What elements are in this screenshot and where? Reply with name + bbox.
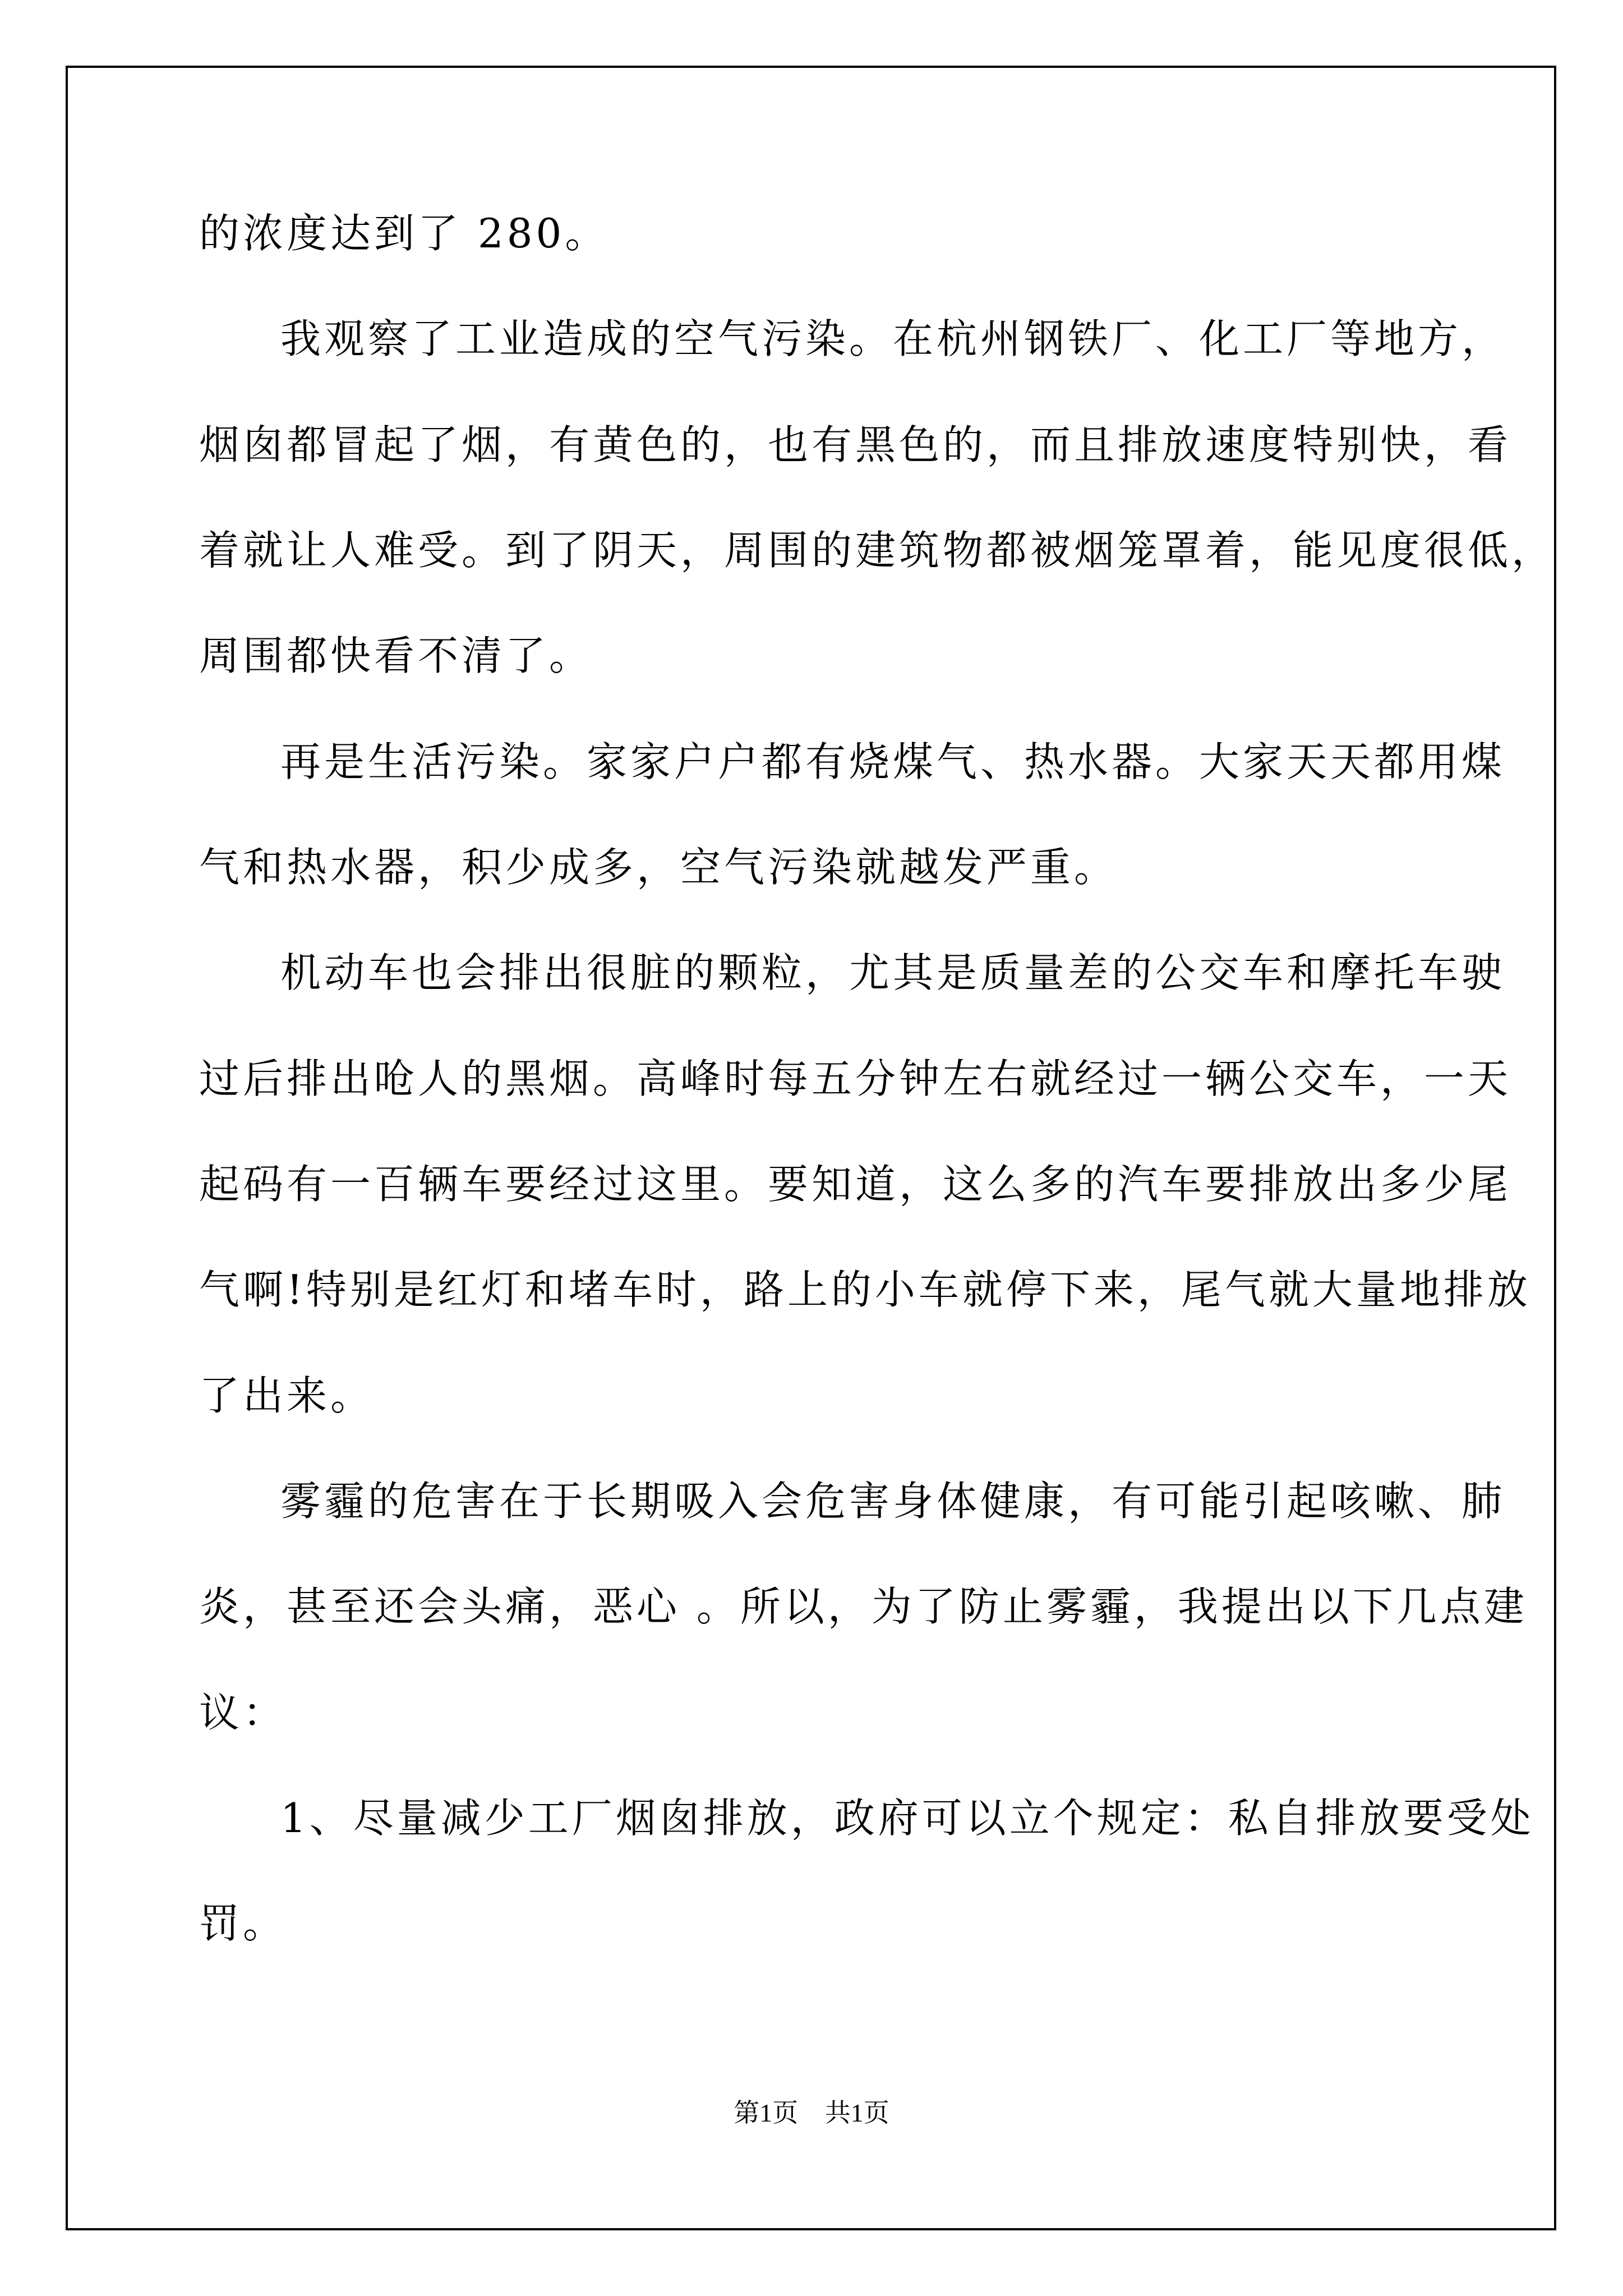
paragraph-start-line: 我观察了工业造成的空气污染。在杭州钢铁厂、化工厂等地方， bbox=[280, 315, 1506, 362]
text-line: 罚。 bbox=[199, 1900, 287, 1947]
text-line: 烟囱都冒起了烟，有黄色的，也有黑色的，而且排放速度特别快，看 bbox=[199, 421, 1512, 468]
text-line: 的浓度达到了 280。 bbox=[199, 210, 609, 257]
text-line: 了出来。 bbox=[199, 1372, 375, 1419]
text-line: 气啊!特别是红灯和堵车时，路上的小车就停下来，尾气就大量地排放 bbox=[199, 1266, 1531, 1313]
paragraph-start-line: 雾霾的危害在于长期吸入会危害身体健康，有可能引起咳嗽、肺 bbox=[280, 1478, 1506, 1525]
text-line: 气和热水器，积少成多，空气污染就越发严重。 bbox=[199, 844, 1118, 891]
paragraph-start-line: 再是生活污染。家家户户都有烧煤气、热水器。大家天天都用煤 bbox=[280, 738, 1506, 785]
paragraph-start-line: 机动车也会排出很脏的颗粒，尤其是质量差的公交车和摩托车驶 bbox=[280, 949, 1506, 996]
text-line: 炎，甚至还会头痛，恶心 。所以，为了防止雾霾，我提出以下几点建 bbox=[199, 1583, 1528, 1630]
text-line: 着就让人难受。到了阴天，周围的建筑物都被烟笼罩着，能见度很低， bbox=[199, 527, 1556, 574]
paragraph-start-line: 1、尽量减少工厂烟囱排放，政府可以立个规定：私自排放要受处 bbox=[280, 1795, 1534, 1842]
page-border bbox=[66, 66, 1556, 2230]
text-line: 过后排出呛人的黑烟。高峰时每五分钟左右就经过一辆公交车，一天 bbox=[199, 1055, 1512, 1102]
total-pages: 共1页 bbox=[824, 2099, 889, 2127]
text-line: 议： bbox=[199, 1689, 287, 1736]
page-number: 第1页 bbox=[734, 2099, 799, 2127]
page-footer bbox=[0, 2092, 1623, 2129]
text-line: 周围都快看不清了。 bbox=[199, 632, 593, 679]
text-line: 起码有一百辆车要经过这里。要知道，这么多的汽车要排放出多少尾 bbox=[199, 1161, 1512, 1208]
